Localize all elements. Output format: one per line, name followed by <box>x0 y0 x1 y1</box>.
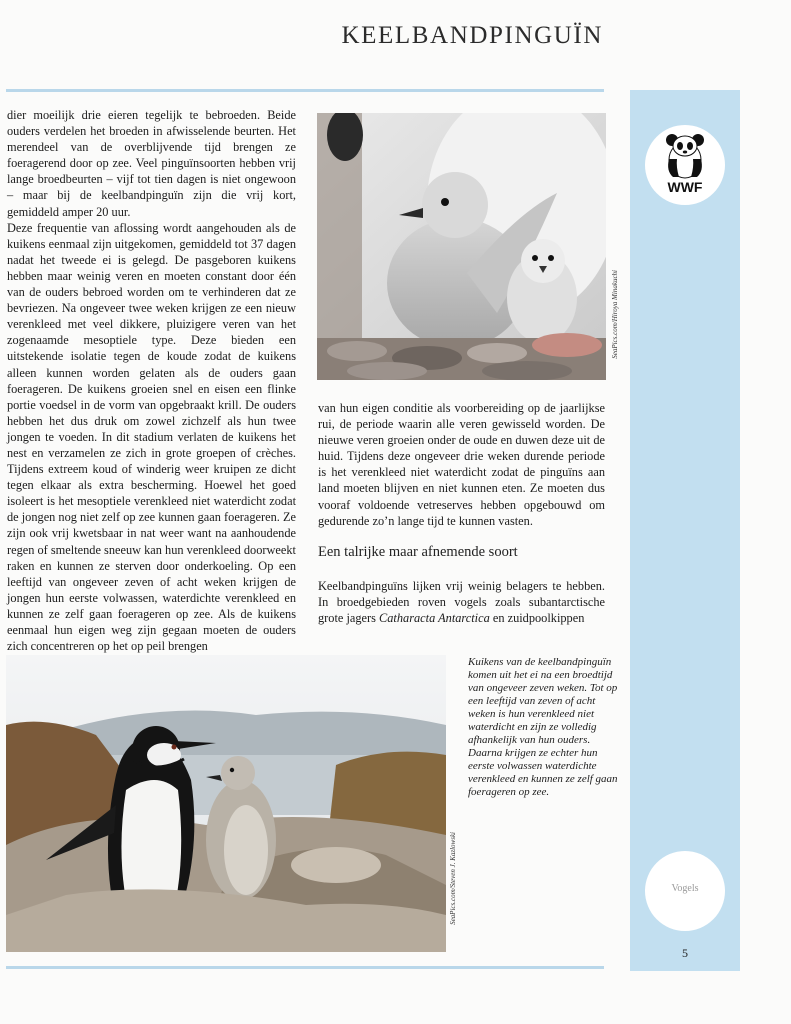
wwf-logo-badge <box>645 125 725 205</box>
section-badge <box>645 851 725 931</box>
wwf-panda-icon <box>662 131 708 179</box>
top-rule <box>6 89 604 92</box>
photo-adult-penguin-with-chick <box>6 655 446 952</box>
page-number: 5 <box>682 946 688 960</box>
article-paragraph: van hun eigen conditie als voorbereiding op de jaarlijkse rui, de periode waarin alle veren gewisseld worden. De nieuwe veren groeien onder de oude en duwen deze uit de huid. Tijdens deze ongeveer drie weken durende periode is het verenkleed niet waterdicht zodat de pinguïns aan land moeten blijven en niet kunnen eten. Ze moeten dus vooraf voldoende vetreserves hebben opgebouwd om gedurende zo’n lange tijd te kunnen vasten. <box>318 401 605 528</box>
paragraph-text: en zuidpoolkippen <box>489 611 585 626</box>
section-label: Vogels <box>671 883 699 894</box>
article-paragraph: dier moeilijk drie eieren tegelijk te bebroeden. Beide ouders verdelen het broeden in afwisselende beurten. Het merendeel van de overblijvende tijd brengen ze foeragerend door op zee. Veel pinguïnsoorten hebben vrij lange broedbeurten – vijf tot tien dagen is niet ongewoon – maar bij de keelbandpinguïn zijn die vrij kort, gemiddeld amper 20 uur. <box>7 108 296 219</box>
sidebar-strip <box>630 90 740 971</box>
section-subheading: Een talrijke maar afnemende soort <box>318 544 518 560</box>
article-column-right-continued <box>318 578 605 626</box>
paragraph-text: Keelbandpinguïns lijken vrij weinig belagers te hebben. In broedgebieden roven vogels zoals subantarctische grote jagers <box>318 579 605 626</box>
photo-credit: SeaPics.com/Steven J. Kazlowski <box>449 832 457 925</box>
latin-species-name: Catharacta Antarctica <box>379 611 490 626</box>
article-column-right <box>318 400 605 529</box>
wwf-logo-text: WWF <box>667 179 703 195</box>
photo-caption: Kuikens van de keelbandpinguïn komen uit het ei na een broedtijd van ongeveer zeven weken. Tot op een leeftijd van zeven of acht weken is hun verenkleed niet waterdicht en zijn ze volledig afhankelijk van hun ouders. Daarna krijgen ze echter hun eerste volwassen waterdichte verenkleed en kunnen ze zelf gaan foerageren op zee. <box>468 656 618 798</box>
photo-penguin-chicks <box>317 113 606 380</box>
page-title: KEELBANDPINGUÏN <box>341 22 603 49</box>
article-paragraph <box>318 578 605 626</box>
photo-credit: SeaPics.com/Hiroya Minakuchi <box>611 270 619 359</box>
article-paragraph: Deze frequentie van aflossing wordt aangehouden als de kuikens eenmaal zijn uitgekomen, gemiddeld tot 37 dagen nadat het tweede ei is gelegd. De pasgeboren kuikens hebben maar weinig veren en moeten constant door één van de ouders bebroed worden om te verhinderen dat ze bevriezen. Na ongeveer twee weken krijgen ze een nieuw verenkleed met veel dikkere, pluizigere veren van het zogenaamde mesoptiele type. Deze bieden een uitstekende isolatie tegen de koude zodat de kuikens alleen kunnen worden gelaten als de ouders gaan foerageren. De kuikens groeien snel en eisen een flinke portie voedsel in de vorm van opgebraakt krill. De ouders hebben het dus druk om zowel zichzelf als hun twee jongen te voeden. In dit stadium verlaten de kuikens het nest en verzamelen ze zich in grote groepen of crèches. Tijdens extreem koud of winderig weer kruipen ze dicht tegen elkaar als extra bescherming. Hoewel het goed isoleert is het mesoptiele verenkleed niet waterdicht zodat de jongen nog niet zelf op zee kunnen gaan foerageren. Ze zijn ook vrij kwetsbaar in nat weer want na aanhoudende regen of smeltende sneeuw kan hun verenkleed doorweekt raken en kunnen ze sterven door onderkoeling. Op een leeftijd van ongeveer zeven of acht weken krijgen de jongen hun eerste volwassen, waterdichte verenkleed en kunnen ze zelf gaan foerageren op zee. Als de kuikens eenmaal hun eigen weg zijn gegaan moeten de ouders zich concentreren op het op peil brengen <box>7 220 296 654</box>
article-column-left <box>7 107 296 654</box>
bottom-rule <box>6 966 604 969</box>
